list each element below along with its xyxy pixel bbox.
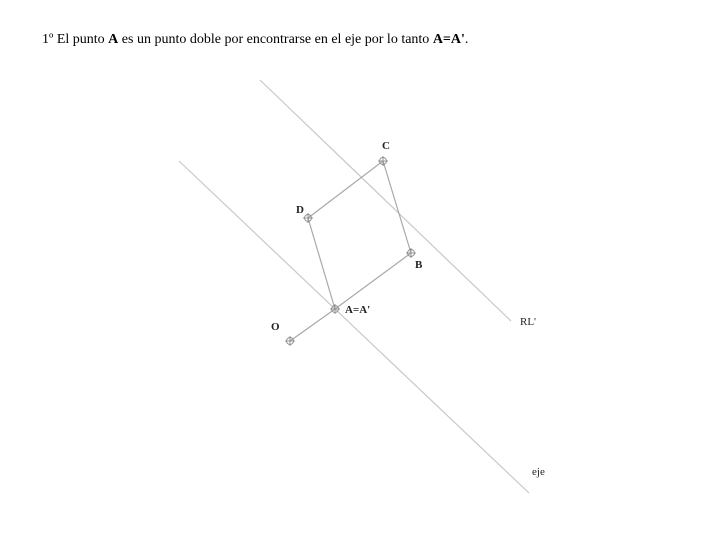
segment-c-d: [308, 161, 383, 218]
label-d: D: [296, 204, 304, 216]
label-a-double: A=A': [345, 304, 371, 316]
axis-line-eje: [179, 161, 529, 493]
label-b: B: [415, 259, 423, 271]
caption-point-a: A: [108, 32, 119, 47]
caption-part-3: .: [464, 32, 469, 47]
label-c: C: [382, 140, 390, 152]
caption-part-1: 1º El punto: [42, 32, 109, 47]
label-rl-prime: RL': [520, 316, 537, 328]
line-rl-prime: [260, 80, 511, 321]
point-o-marker: [285, 336, 295, 346]
label-eje: eje: [532, 466, 545, 478]
segment-a-b: [335, 253, 411, 309]
point-b-marker: [406, 248, 416, 258]
label-o: O: [271, 321, 280, 333]
point-d-marker: [303, 213, 313, 223]
caption-part-2: es un punto doble por encontrarse en el eje por lo tanto: [118, 32, 433, 47]
segment-b-c: [383, 161, 411, 253]
caption-point-a-double: A=A': [432, 32, 465, 47]
point-c-marker: [378, 156, 388, 166]
segment-o-a: [290, 309, 335, 341]
